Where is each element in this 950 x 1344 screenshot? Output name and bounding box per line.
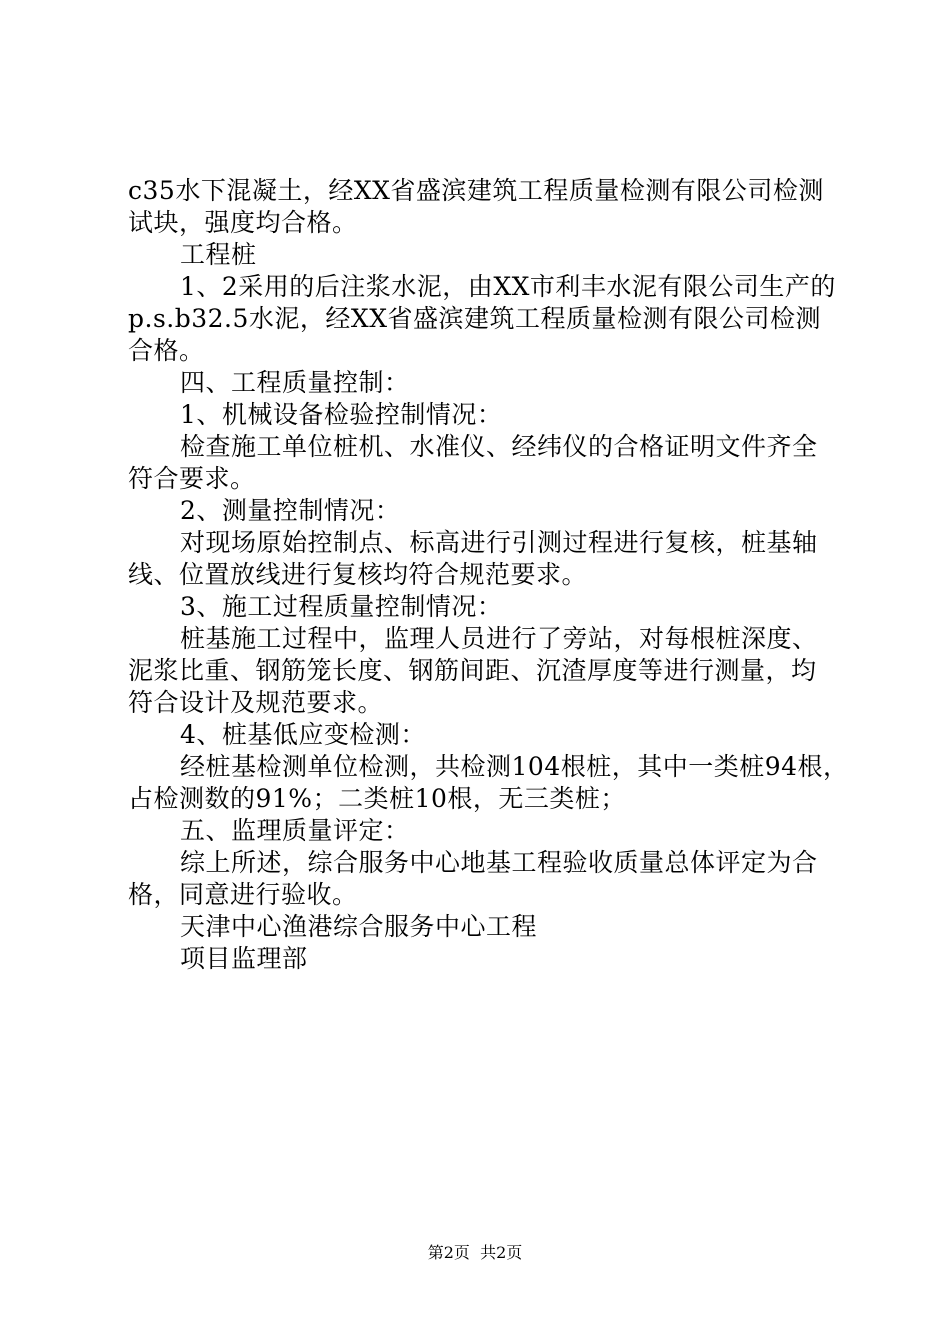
subsection-heading: 3、施工过程质量控制情况：	[180, 592, 503, 621]
text-line: 1、2采用的后注浆水泥，由XX市利丰水泥有限公司生产的	[180, 272, 836, 301]
text-line: 综上所述，综合服务中心地基工程验收质量总体评定为合	[180, 848, 818, 877]
text-line: 对现场原始控制点、标高进行引测过程进行复核，桩基轴	[180, 528, 818, 557]
text-line: 桩基施工过程中，监理人员进行了旁站，对每根桩深度、	[180, 624, 818, 653]
page-footer	[0, 1243, 950, 1263]
document-body	[128, 175, 849, 975]
subsection-heading: 1、机械设备检验控制情况：	[180, 400, 503, 429]
text-line: 符合设计及规范要求。	[128, 688, 384, 717]
signature-project-name: 天津中心渔港综合服务中心工程	[180, 912, 538, 941]
signature-department: 项目监理部	[180, 944, 308, 973]
text-line: 占检测数的91%；二类桩10根，无三类桩；	[128, 784, 626, 813]
text-line: c35水下混凝土，经XX省盛滨建筑工程质量检测有限公司检测	[128, 176, 824, 205]
text-line: 试块，强度均合格。	[128, 208, 358, 237]
text-line: 泥浆比重、钢筋笼长度、钢筋间距、沉渣厚度等进行测量，均	[128, 656, 817, 685]
text-line: 合格。	[128, 336, 205, 365]
text-line: 符合要求。	[128, 464, 256, 493]
text-line: 工程桩	[180, 240, 257, 269]
text-line: 线、位置放线进行复核均符合规范要求。	[128, 560, 588, 589]
text-line: 格，同意进行验收。	[128, 880, 358, 909]
text-line: p.s.b32.5水泥，经XX省盛滨建筑工程质量检测有限公司检测	[128, 304, 821, 333]
subsection-heading: 4、桩基低应变检测：	[180, 720, 426, 749]
subsection-heading: 2、测量控制情况：	[180, 496, 401, 525]
section-heading: 四、工程质量控制：	[180, 368, 410, 397]
section-heading: 五、监理质量评定：	[180, 816, 410, 845]
text-line: 经桩基检测单位检测，共检测104根桩，其中一类桩94根，	[180, 752, 849, 781]
page-number-label: 第2页 共2页	[427, 1243, 523, 1262]
text-line: 检查施工单位桩机、水准仪、经纬仪的合格证明文件齐全	[180, 432, 818, 461]
